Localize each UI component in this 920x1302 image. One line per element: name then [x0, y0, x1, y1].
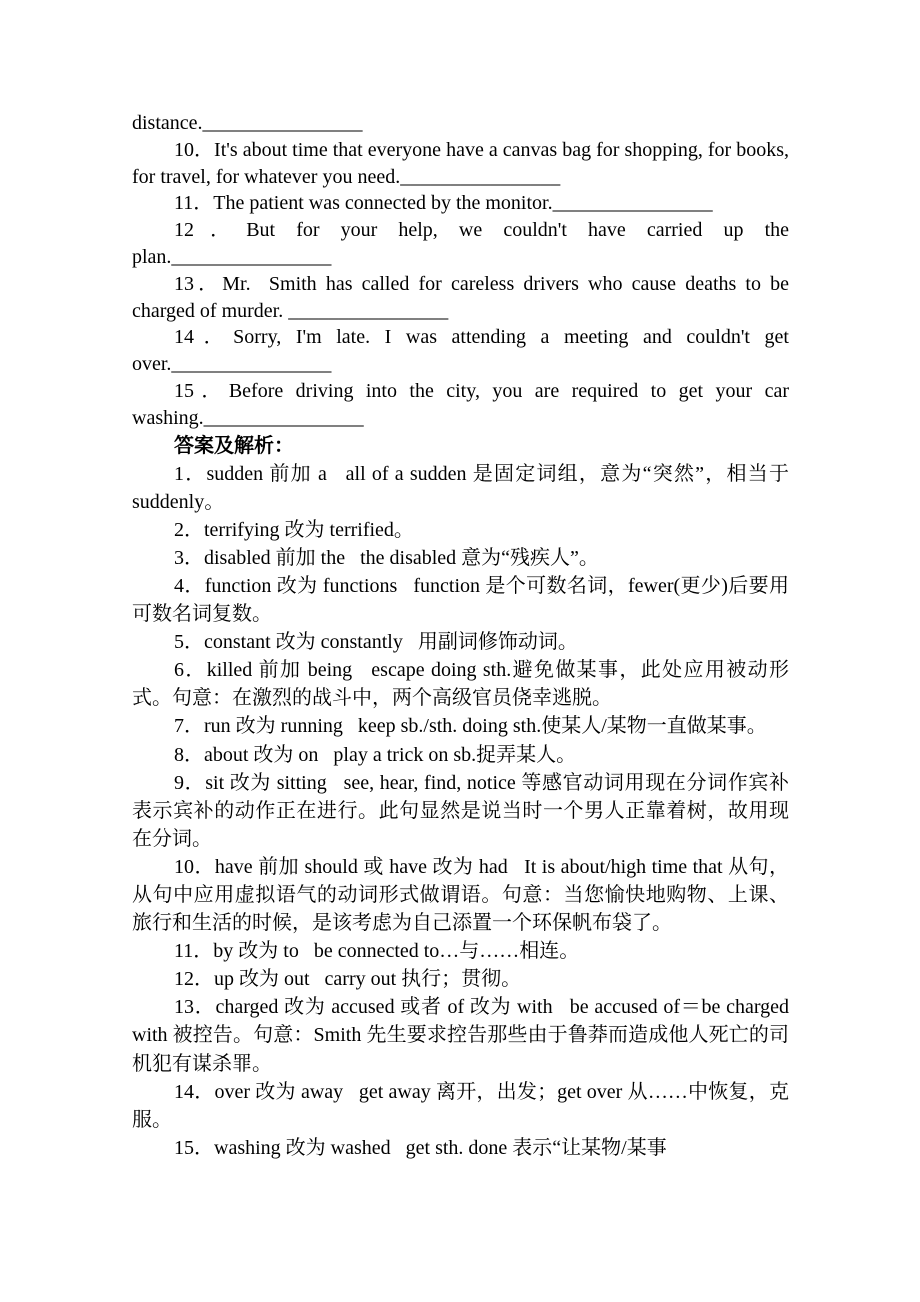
question-9-continuation: distance.________________ — [132, 112, 363, 134]
answer-15: 15．washing 改为 washed get sth. done 表示“让某物/某事 — [174, 1136, 667, 1159]
answer-13: 13．charged 改为 accused 或者 of 改为 with be accused of＝be charged with 被控告。句意：Smith 先生要求控告那些由于鲁莽而造成他人死亡的司机犯有谋杀罪。 — [132, 996, 789, 1075]
answer-14: 14．over 改为 away get away 离开，出发；get over 从……中恢复，克服。 — [132, 1080, 789, 1131]
answer-4: 4．function 改为 functions function 是个可数名词，fewer(更少)后要用可数名词复数。 — [132, 574, 789, 626]
answer-5: 5．constant 改为 constantly 用副词修饰动词。 — [174, 631, 578, 654]
answer-11: 11．by 改为 to be connected to…与……相连。 — [174, 940, 580, 963]
question-12: 12．But for your help, we couldn't have carried up the plan.________________ — [132, 219, 789, 268]
answer-10: 10．have 前加 should 或 have 改为 had It is about/high time that 从句，从句中应用虚拟语气的动词形式做谓语。句意：当您愉快地购物、上课、旅行和生活的时候，是该考虑为自己添置一个环保帆布袋了。 — [132, 855, 789, 935]
answer-6: 6．killed 前加 being escape doing sth.避免做某事，此处应用被动形式。句意：在激烈的战斗中，两个高级官员侥幸逃脱。 — [132, 659, 789, 710]
answers-heading: 答案及解析： — [174, 434, 294, 457]
answer-9: 9．sit 改为 sitting see, hear, find, notice 等感官动词用现在分词作宾补表示宾补的动作正在进行。此句显然是说当时一个男人正靠着树，故用现在分词。 — [132, 771, 789, 850]
question-15: 15．Before driving into the city, you are required to get your car washing.________________ — [132, 379, 789, 429]
document-page — [132, 110, 789, 1162]
answer-1: 1．sudden 前加 a all of a sudden 是固定词组，意为“突然”，相当于 suddenly。 — [132, 462, 789, 513]
answer-2: 2．terrifying 改为 terrified。 — [174, 518, 414, 541]
answer-12: 12．up 改为 out carry out 执行；贯彻。 — [174, 968, 522, 991]
question-13: 13．Mr. Smith has called for careless drivers who cause deaths to be charged of murder. ________________ — [132, 272, 789, 322]
answer-3: 3．disabled 前加 the the disabled 意为“残疾人”。 — [174, 546, 599, 569]
question-11: 11．The patient was connected by the monitor.________________ — [174, 192, 713, 215]
answer-7: 7．run 改为 running keep sb./sth. doing sth.使某人/某物一直做某事。 — [174, 715, 767, 738]
question-14: 14．Sorry, I'm late. I was attending a meeting and couldn't get over.________________ — [132, 326, 789, 376]
answer-8: 8．about 改为 on play a trick on sb.捉弄某人。 — [174, 743, 577, 766]
question-10: 10．It's about time that everyone have a canvas bag for shopping, for books, for travel, for whatever you need.________________ — [132, 138, 789, 188]
